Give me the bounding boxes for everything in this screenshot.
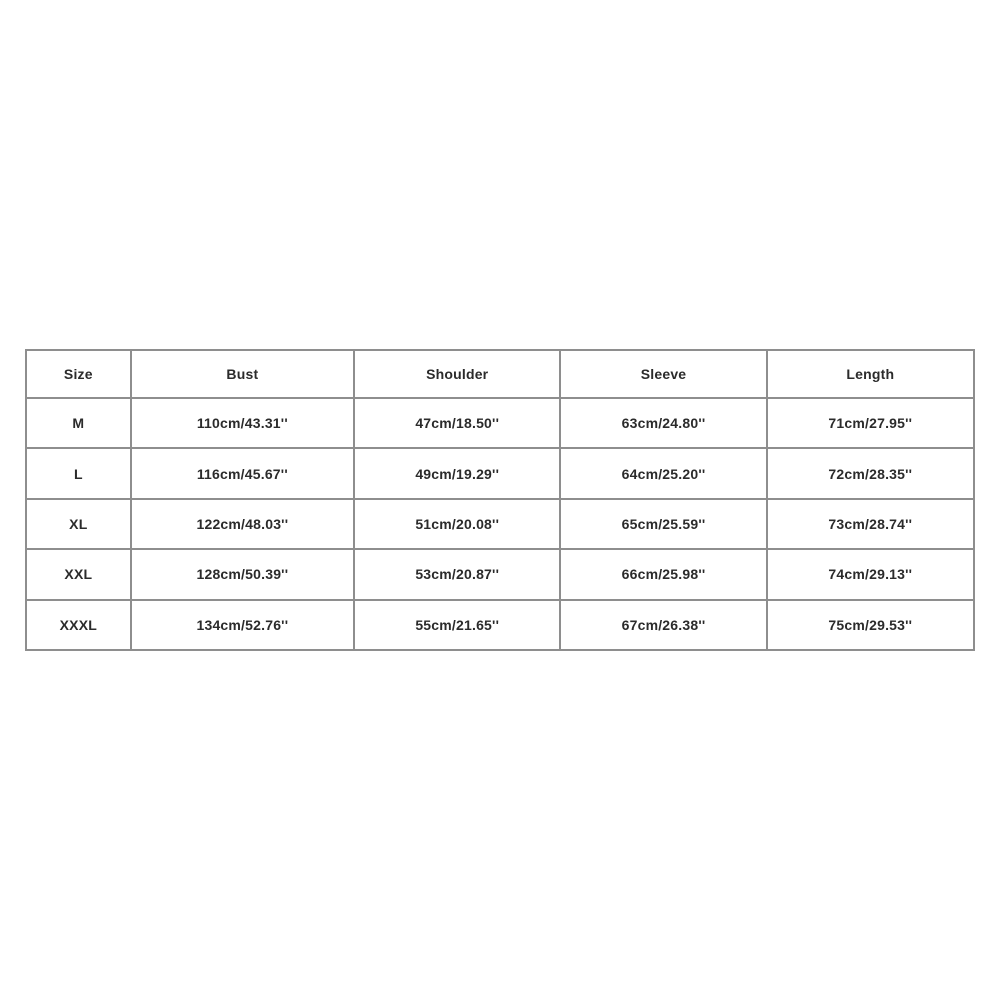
cell-sleeve: 63cm/24.80'' (560, 398, 766, 448)
cell-size: M (26, 398, 131, 448)
header-row (26, 350, 974, 398)
table-row (26, 549, 974, 599)
header-sleeve: Sleeve (560, 350, 766, 398)
cell-bust: 110cm/43.31'' (131, 398, 354, 448)
cell-length: 72cm/28.35'' (767, 448, 974, 498)
header-bust: Bust (131, 350, 354, 398)
cell-size: XXL (26, 549, 131, 599)
cell-shoulder: 55cm/21.65'' (354, 600, 560, 650)
cell-size: XL (26, 499, 131, 549)
table-row (26, 600, 974, 650)
cell-length: 75cm/29.53'' (767, 600, 974, 650)
cell-size: XXXL (26, 600, 131, 650)
header-length: Length (767, 350, 974, 398)
header-shoulder: Shoulder (354, 350, 560, 398)
cell-bust: 128cm/50.39'' (131, 549, 354, 599)
table-row (26, 499, 974, 549)
table-row (26, 398, 974, 448)
cell-bust: 134cm/52.76'' (131, 600, 354, 650)
cell-shoulder: 49cm/19.29'' (354, 448, 560, 498)
cell-sleeve: 67cm/26.38'' (560, 600, 766, 650)
cell-sleeve: 65cm/25.59'' (560, 499, 766, 549)
cell-sleeve: 64cm/25.20'' (560, 448, 766, 498)
cell-bust: 116cm/45.67'' (131, 448, 354, 498)
header-size: Size (26, 350, 131, 398)
cell-length: 71cm/27.95'' (767, 398, 974, 448)
table-row (26, 448, 974, 498)
cell-size: L (26, 448, 131, 498)
cell-length: 74cm/29.13'' (767, 549, 974, 599)
cell-shoulder: 47cm/18.50'' (354, 398, 560, 448)
cell-shoulder: 53cm/20.87'' (354, 549, 560, 599)
cell-length: 73cm/28.74'' (767, 499, 974, 549)
cell-shoulder: 51cm/20.08'' (354, 499, 560, 549)
cell-bust: 122cm/48.03'' (131, 499, 354, 549)
size-chart-table (25, 349, 975, 651)
cell-sleeve: 66cm/25.98'' (560, 549, 766, 599)
